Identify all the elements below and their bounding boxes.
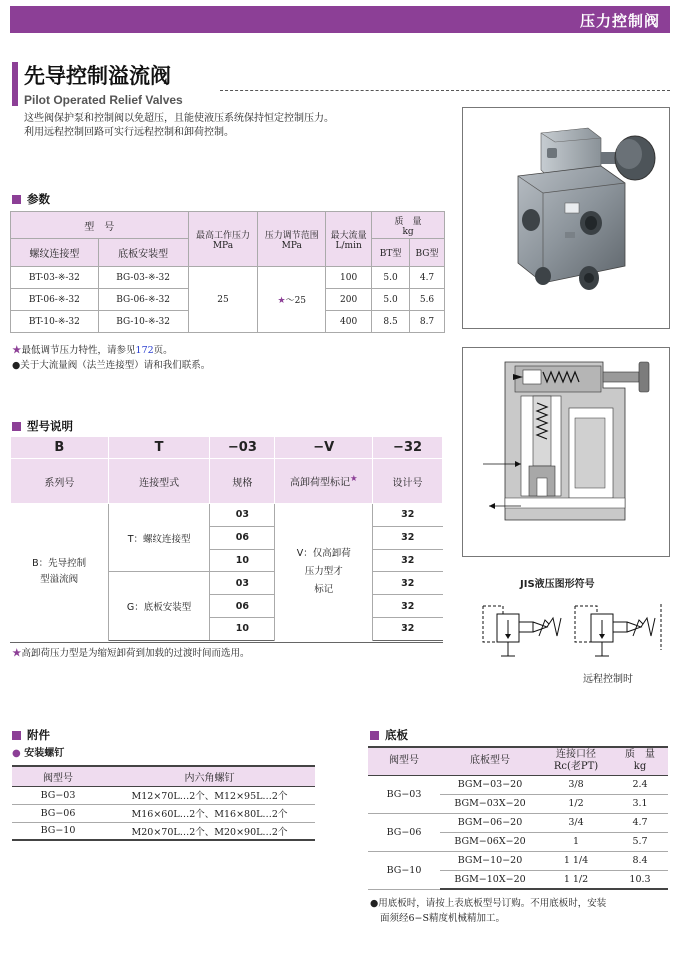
page-subtitle: Pilot Operated Relief Valves — [24, 93, 183, 107]
accessory-subheading: ● 安装螺钉 — [12, 748, 65, 759]
product-photo — [462, 107, 670, 329]
size-value: 06 — [210, 595, 275, 618]
acc-header-valve: 阀型号 — [12, 766, 104, 786]
accessory-heading-label: 附件 — [27, 728, 50, 742]
code-series: B — [11, 437, 109, 459]
model-heading-label: 型号说明 — [27, 419, 73, 433]
model-note: ★高卸荷压力型是为缩短卸荷到加载的过渡时间而选用。 — [12, 648, 250, 659]
intro-line: 这些阀保护泵和控制阀以免超压，且能使液压系统保持恒定控制压力。 — [24, 113, 334, 124]
category-banner — [10, 6, 670, 33]
label-connection: 连接型式 — [108, 459, 210, 504]
max-pressure-header: 最高工作压力 MPa — [188, 212, 258, 267]
star-icon: ★ — [349, 473, 358, 484]
table-row: BG−03 BGM−03−20 3/8 2.4 — [368, 775, 668, 794]
design-value: 32 — [373, 549, 443, 572]
range-value: ★～25 — [258, 267, 326, 333]
cross-section-icon — [463, 348, 669, 556]
model-header: 型 号 — [11, 212, 189, 239]
base-model: BG-06-※-32 — [98, 289, 188, 311]
star-icon: ★ — [12, 345, 22, 356]
table-row: BGM−10X−20 1 1/2 10.3 — [368, 870, 668, 889]
size-value: 06 — [210, 526, 275, 549]
intro-line: 利用远程控制回路可实行远程控制和卸荷控制。 — [24, 127, 234, 138]
title-accent-bar — [12, 62, 18, 106]
series-desc: B：先导控制 型溢流阀 — [11, 504, 109, 641]
title-divider — [220, 90, 670, 91]
table-row: BG−06 M16×60L…2个、M16×80L…2个 — [12, 804, 315, 822]
flow-value: 400 — [326, 311, 372, 333]
bg-mass: 5.6 — [410, 289, 445, 311]
label-venting: 高卸荷型标记★ — [275, 459, 373, 504]
flow-value: 200 — [326, 289, 372, 311]
bg-mass: 8.7 — [410, 311, 445, 333]
base-model: BG-10-※-32 — [98, 311, 188, 333]
bp-header-mass: 质 量 kg — [612, 747, 668, 775]
table-row: BG−06 BGM−06−20 3/4 4.7 — [368, 813, 668, 832]
intro-text — [24, 112, 334, 140]
base-type: G：底板安装型 — [108, 572, 210, 640]
venting-desc: V：仅高卸荷 压力型才 标记 — [275, 504, 373, 641]
baseplate-table — [368, 746, 668, 890]
category-title: 压力控制阀 — [579, 12, 660, 30]
page-title: 先导控制溢流阀 — [24, 64, 171, 88]
baseplate-notes — [370, 896, 670, 926]
bp-header-port: 连接口径 Rc(老PT) — [540, 747, 612, 775]
thread-header: 螺纹连接型 — [11, 239, 99, 267]
size-value: 03 — [210, 572, 275, 595]
baseplate-heading — [370, 727, 408, 743]
design-value: 32 — [373, 617, 443, 640]
params-notes — [12, 343, 210, 373]
model-code-table — [10, 436, 443, 641]
params-table — [10, 211, 445, 333]
bp-header-valve: 阀型号 — [368, 747, 440, 775]
bp-header-plate: 底板型号 — [440, 747, 540, 775]
square-bullet-icon — [12, 422, 21, 431]
accessory-table — [12, 765, 315, 841]
code-venting: −V — [275, 437, 373, 459]
cross-section-drawing — [462, 347, 670, 557]
flow-header: 最大流量 L/min — [326, 212, 372, 267]
code-size: −03 — [210, 437, 275, 459]
mass-header: 质 量 kg — [372, 212, 445, 239]
model-heading — [12, 418, 73, 434]
acc-header-screw: 内六角螺钉 — [104, 766, 315, 786]
thread-model: BT-06-※-32 — [11, 289, 99, 311]
thread-type: T：螺纹连接型 — [108, 504, 210, 572]
base-model: BG-03-※-32 — [98, 267, 188, 289]
baseplate-note-2: 面须经6−S精度机械精加工。 — [380, 913, 506, 924]
code-connection: T — [108, 437, 210, 459]
page-link[interactable]: 172 — [135, 345, 154, 356]
star-icon: ★ — [277, 296, 286, 306]
label-design: 设计号 — [373, 459, 443, 504]
table-row: BGM−03X−20 1/2 3.1 — [368, 794, 668, 813]
params-heading-label: 参数 — [27, 192, 50, 206]
params-note-1: ★最低调节压力特性，请参见172页。 — [12, 345, 173, 356]
bt-mass: 5.0 — [372, 289, 410, 311]
table-row: BG−10 BGM−10−20 1 1/4 8.4 — [368, 851, 668, 870]
bt-mass: 5.0 — [372, 267, 410, 289]
jis-title: JIS液压图形符号 — [520, 579, 595, 590]
thread-model: BT-03-※-32 — [11, 267, 99, 289]
square-bullet-icon — [370, 731, 379, 740]
range-header: 压力调节范围 MPa — [258, 212, 326, 267]
star-icon: ★ — [12, 648, 22, 659]
size-value: 10 — [210, 549, 275, 572]
flow-value: 100 — [326, 267, 372, 289]
baseplate-heading-label: 底板 — [385, 728, 408, 742]
size-value: 10 — [210, 617, 275, 640]
code-design: −32 — [373, 437, 443, 459]
design-value: 32 — [373, 504, 443, 527]
accessory-heading — [12, 727, 50, 743]
table-row: BG−10 M20×70L…2个、M20×90L…2个 — [12, 822, 315, 840]
bg-mass: 4.7 — [410, 267, 445, 289]
jis-remote-label: 远程控制时 — [583, 674, 633, 685]
table-row: BG−03 M12×70L…2个、M12×95L…2个 — [12, 786, 315, 804]
thread-model: BT-10-※-32 — [11, 311, 99, 333]
params-note-2: ●关于大流量阀（法兰连接型）请和我们联系。 — [12, 360, 211, 371]
design-value: 32 — [373, 595, 443, 618]
table-row — [11, 267, 445, 289]
jis-symbol-icon — [475, 600, 665, 664]
label-series: 系列号 — [11, 459, 109, 504]
baseplate-note-1: ●用底板时，请按上表底板型号订购。不用底板时，安装 — [370, 898, 607, 909]
size-value: 03 — [210, 504, 275, 527]
model-table-rule — [10, 642, 443, 643]
design-value: 32 — [373, 526, 443, 549]
square-bullet-icon — [12, 731, 21, 740]
label-size: 规格 — [210, 459, 275, 504]
square-bullet-icon — [12, 195, 21, 204]
valve-photo-icon — [463, 108, 669, 328]
bullet-icon: ● — [12, 748, 21, 759]
max-pressure-value: 25 — [188, 267, 258, 333]
design-value: 32 — [373, 572, 443, 595]
bg-header: BG型 — [410, 239, 445, 267]
table-row: BGM−06X−20 1 5.7 — [368, 832, 668, 851]
bt-mass: 8.5 — [372, 311, 410, 333]
base-header: 底板安装型 — [98, 239, 188, 267]
bt-header: BT型 — [372, 239, 410, 267]
params-heading — [12, 191, 50, 207]
